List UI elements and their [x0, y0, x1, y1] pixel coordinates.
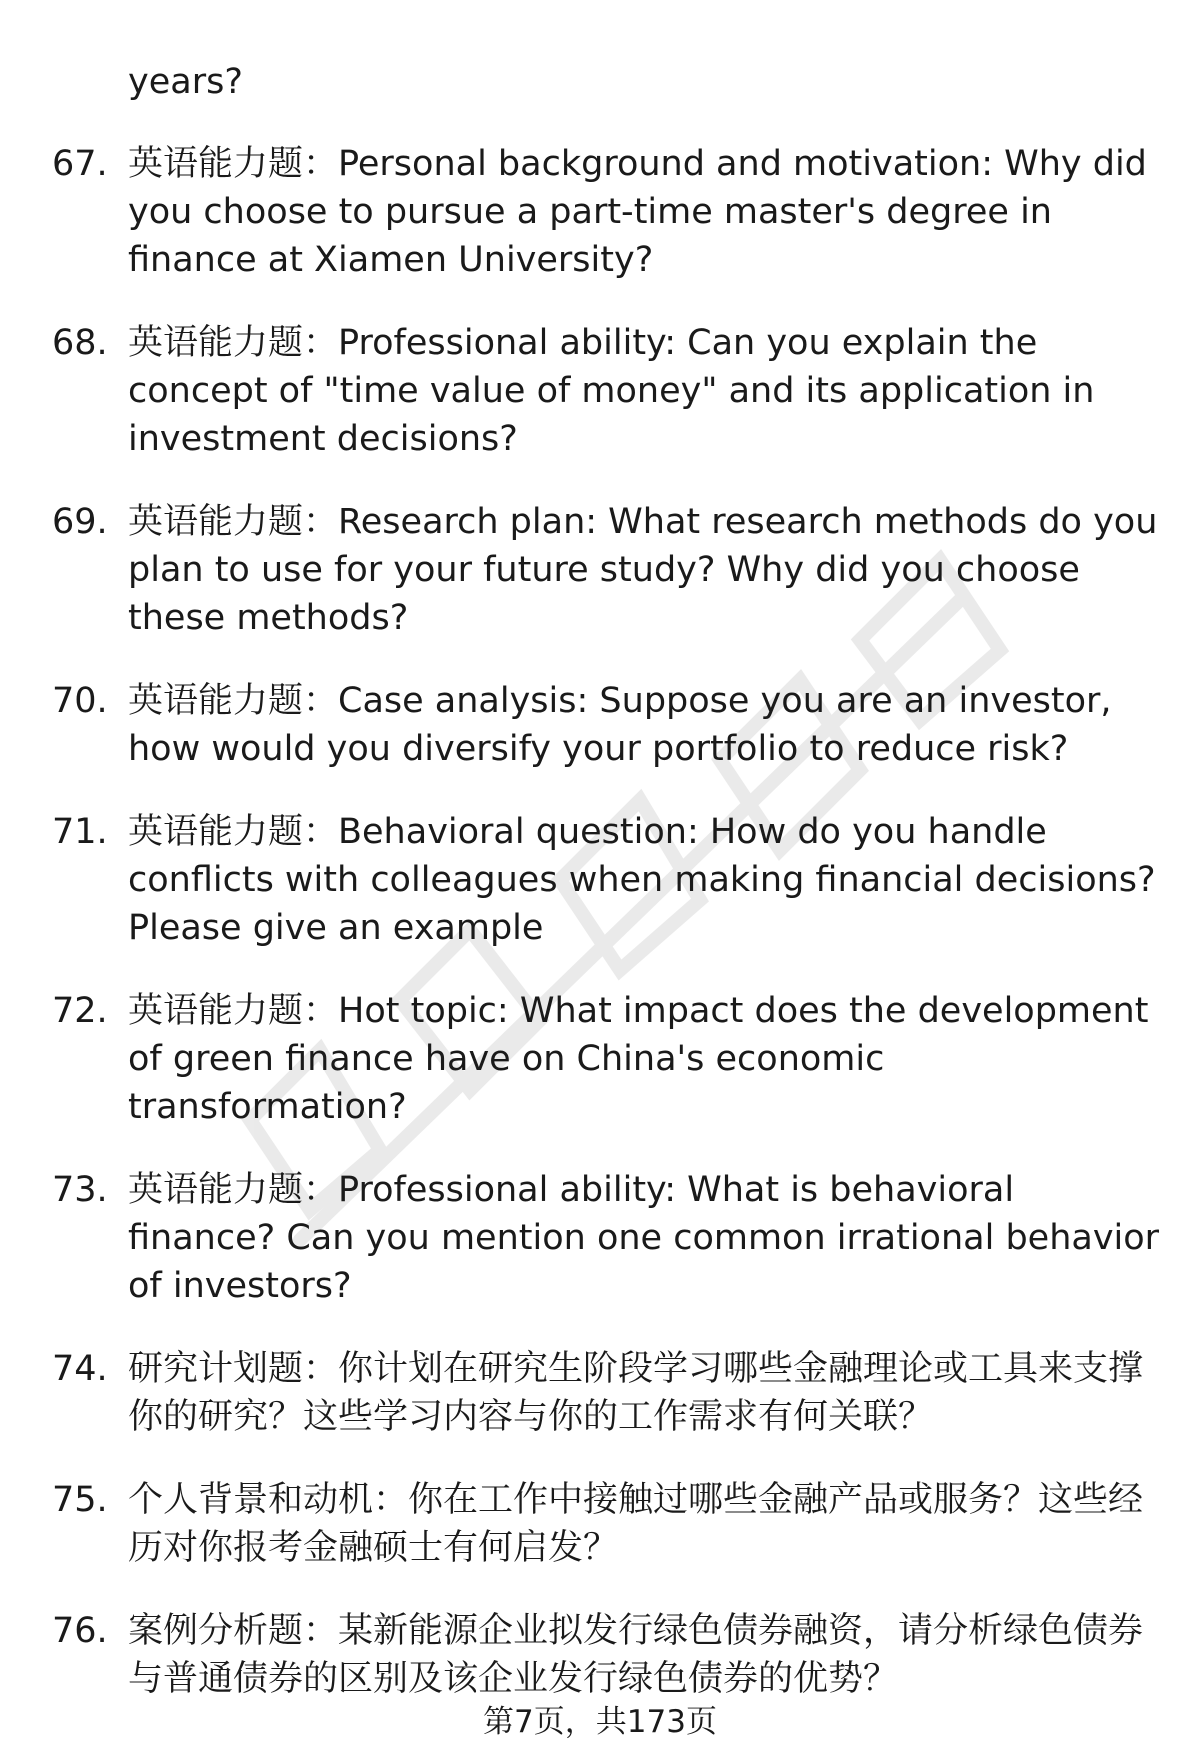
- list-item: [0, 677, 1200, 773]
- question-list: [0, 140, 1200, 1738]
- question-category: 英语能力题：: [128, 144, 339, 184]
- question-number: 68.: [52, 323, 108, 363]
- list-item: [0, 1166, 1200, 1310]
- question-text: Personal background and motivation: Why did you choose to pursue a part-time master's degree in finance at Xiamen University?: [128, 144, 1147, 280]
- question-number: 72.: [52, 991, 108, 1031]
- question-text: Case analysis: Suppose you are an investor, how would you diversify your portfolio to reduce risk?: [128, 681, 1112, 769]
- question-text: 某新能源企业拟发行绿色债券融资，请分析绿色债券与普通债券的区别及该企业发行绿色债券的优势？: [128, 1611, 1144, 1699]
- question-text: Hot topic: What impact does the development of green finance have on China's economic transformation?: [128, 991, 1149, 1127]
- list-item: [0, 987, 1200, 1131]
- question-number: 69.: [52, 502, 108, 542]
- question-category: 英语能力题：: [128, 681, 339, 721]
- question-number: 71.: [52, 812, 108, 852]
- question-category: 研究计划题：: [128, 1349, 339, 1389]
- list-item: [0, 1345, 1200, 1441]
- list-item: [0, 498, 1200, 642]
- question-category: 英语能力题：: [128, 991, 339, 1031]
- question-category: 英语能力题：: [128, 812, 339, 852]
- list-item: [0, 140, 1200, 284]
- list-item: [0, 1607, 1200, 1703]
- question-number: 76.: [52, 1611, 108, 1651]
- question-category: 个人背景和动机：: [128, 1480, 409, 1520]
- question-number: 75.: [52, 1480, 108, 1520]
- list-item: [0, 808, 1200, 952]
- question-number: 74.: [52, 1349, 108, 1389]
- question-category: 英语能力题：: [128, 502, 339, 542]
- question-text: Professional ability: What is behavioral finance? Can you mention one common irrational behavior of investors?: [128, 1170, 1160, 1306]
- continued-question-text: years?: [128, 62, 243, 102]
- question-text: Research plan: What research methods do you plan to use for your future study? Why did you choose these methods?: [128, 502, 1158, 638]
- question-category: 英语能力题：: [128, 1170, 339, 1210]
- question-number: 73.: [52, 1170, 108, 1210]
- question-number: 67.: [52, 144, 108, 184]
- question-text: Behavioral question: How do you handle conflicts with colleagues when making financial decisions? Please give an example: [128, 812, 1156, 948]
- question-text: 你计划在研究生阶段学习哪些金融理论或工具来支撑你的研究？这些学习内容与你的工作需求有何关联？: [128, 1349, 1144, 1437]
- page-footer: 第7页，共173页: [483, 1704, 717, 1740]
- list-item: [0, 319, 1200, 463]
- list-item: [0, 1476, 1200, 1572]
- question-text: 你在工作中接触过哪些金融产品或服务？这些经历对你报考金融硕士有何启发？: [128, 1480, 1144, 1568]
- question-number: 70.: [52, 681, 108, 721]
- question-category: 案例分析题：: [128, 1611, 339, 1651]
- question-category: 英语能力题：: [128, 323, 339, 363]
- question-text: Professional ability: Can you explain the concept of "time value of money" and its application in investment decisions?: [128, 323, 1095, 459]
